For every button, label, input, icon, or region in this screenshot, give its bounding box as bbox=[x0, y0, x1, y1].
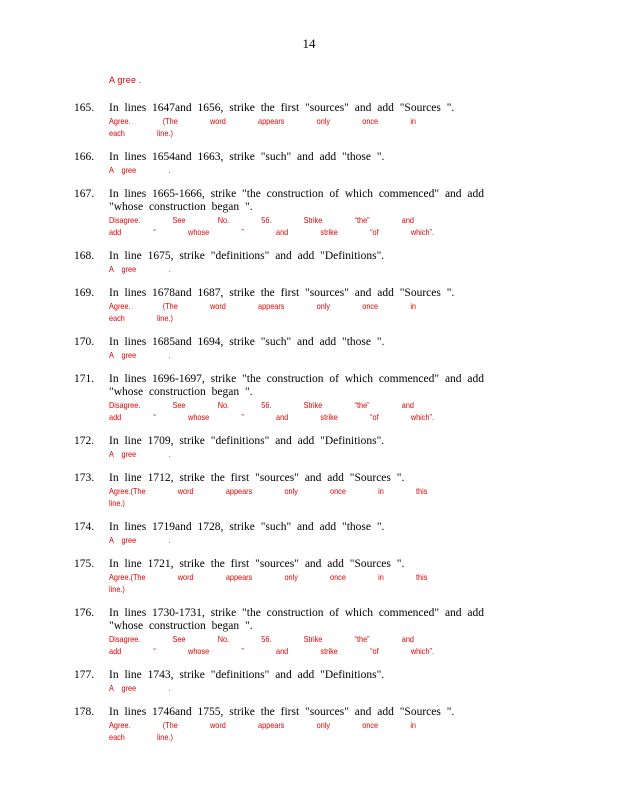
item-response: A gree . bbox=[109, 449, 171, 459]
amendment-list bbox=[0, 102, 618, 755]
list-item bbox=[0, 151, 618, 176]
item-response: A gree . bbox=[109, 165, 171, 175]
item-response: A gree . bbox=[109, 683, 171, 693]
list-item bbox=[0, 287, 618, 324]
list-item bbox=[0, 521, 618, 546]
list-item bbox=[0, 706, 618, 743]
item-text: In lines 1678and 1687, strike the first "sources" and add "Sources ". bbox=[109, 287, 455, 299]
item-number: 168. bbox=[74, 250, 95, 262]
top-response: A gree . bbox=[109, 75, 142, 85]
item-response: Disagree. See No. 56. Strike “the” and add “ whose ” and strike “of which”. bbox=[109, 400, 447, 422]
item-response: Disagree. See No. 56. Strike “the” and add “ whose ” and strike “of which”. bbox=[109, 215, 447, 237]
item-number: 174. bbox=[74, 521, 95, 533]
list-item bbox=[0, 472, 618, 509]
item-number: 166. bbox=[74, 151, 95, 163]
item-number: 170. bbox=[74, 336, 95, 348]
list-item bbox=[0, 558, 618, 595]
item-text: In line 1712, strike the first "sources" and add "Sources ". bbox=[109, 472, 405, 484]
item-number: 175. bbox=[74, 558, 95, 570]
item-response: A gree . bbox=[109, 264, 171, 274]
item-response: Agree.(The word appears only once in this line.) bbox=[109, 486, 460, 508]
item-number: 167. bbox=[74, 188, 95, 200]
list-item bbox=[0, 102, 618, 139]
item-text: In lines 1696-1697, strike "the construction of which commenced" and add "whose construction began ". bbox=[109, 373, 490, 398]
item-text: In lines 1665-1666, strike "the construction of which commenced" and add "whose construction began ". bbox=[109, 188, 490, 213]
item-text: In lines 1719and 1728, strike "such" and add "those ". bbox=[109, 521, 385, 533]
list-item bbox=[0, 250, 618, 275]
item-response: Agree. (The word appears only once in each line.) bbox=[109, 301, 449, 323]
list-item bbox=[0, 336, 618, 361]
list-item bbox=[0, 669, 618, 694]
list-item bbox=[0, 435, 618, 460]
item-number: 165. bbox=[74, 102, 95, 114]
item-text: In line 1709, strike "definitions" and add "Definitions". bbox=[109, 435, 385, 447]
item-text: In lines 1685and 1694, strike "such" and add "those ". bbox=[109, 336, 385, 348]
list-item bbox=[0, 188, 618, 238]
item-response: Agree.(The word appears only once in this line.) bbox=[109, 572, 460, 594]
item-number: 172. bbox=[74, 435, 95, 447]
item-number: 178. bbox=[74, 706, 95, 718]
item-text: In lines 1647and 1656, strike the first "sources" and add "Sources ". bbox=[109, 102, 455, 114]
item-response: Disagree. See No. 56. Strike “the” and add “ whose ” and strike “of which”. bbox=[109, 634, 447, 656]
item-number: 169. bbox=[74, 287, 95, 299]
item-response: Agree. (The word appears only once in each line.) bbox=[109, 720, 449, 742]
item-text: In line 1743, strike "definitions" and add "Definitions". bbox=[109, 669, 385, 681]
list-item bbox=[0, 607, 618, 657]
item-response: Agree. (The word appears only once in each line.) bbox=[109, 116, 449, 138]
item-text: In line 1675, strike "definitions" and add "Definitions". bbox=[109, 250, 385, 262]
item-number: 177. bbox=[74, 669, 95, 681]
list-item bbox=[0, 373, 618, 423]
item-text: In lines 1746and 1755, strike the first "sources" and add "Sources ". bbox=[109, 706, 455, 718]
item-response: A gree . bbox=[109, 535, 171, 545]
item-number: 173. bbox=[74, 472, 95, 484]
item-response: A gree . bbox=[109, 350, 171, 360]
page-number: 14 bbox=[302, 36, 316, 51]
item-text: In line 1721, strike the first "sources" and add "Sources ". bbox=[109, 558, 405, 570]
item-number: 171. bbox=[74, 373, 95, 385]
item-number: 176. bbox=[74, 607, 95, 619]
item-text: In lines 1654and 1663, strike "such" and add "those ". bbox=[109, 151, 385, 163]
item-text: In lines 1730-1731, strike "the construction of which commenced" and add "whose construction began ". bbox=[109, 607, 490, 632]
